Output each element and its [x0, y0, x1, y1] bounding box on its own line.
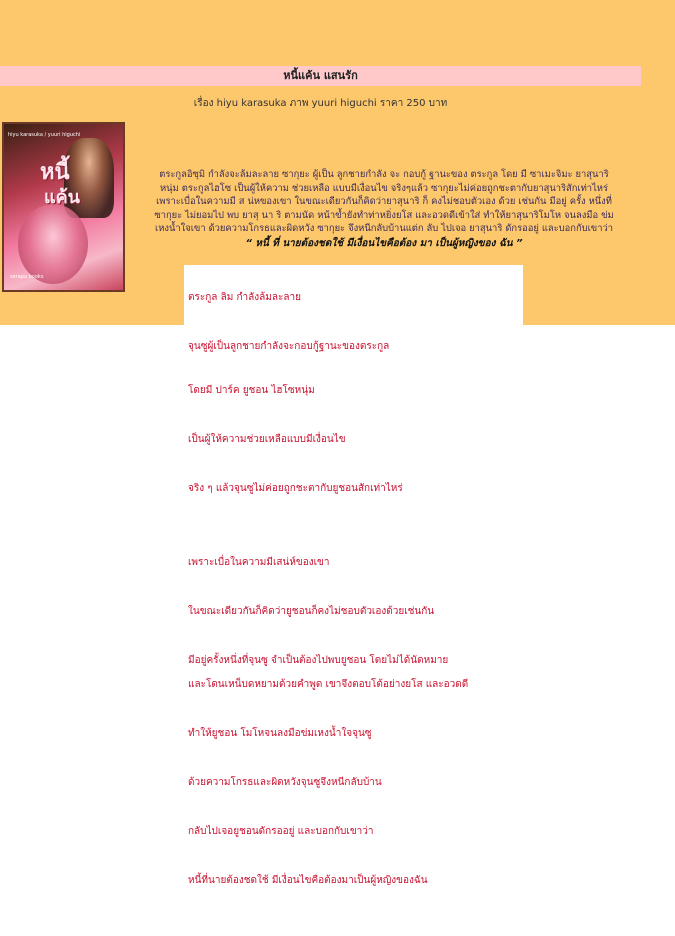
cover-figure-roses — [18, 204, 88, 284]
story-line: หนี้ที่นายต้องชดใช้ มีเงื่อนไขคือต้องมาเป็นผู้หญิงของฉัน — [188, 875, 428, 886]
story-line: ด้วยความโกรธและผิดหวังจุนซูจึงหนีกลับบ้าน — [188, 777, 382, 788]
story-line: มีอยู่ครั้งหนึ่งที่จุนซู จำเป็นต้องไปพบยูชอน โดยไม่ได้นัดหมาย — [188, 655, 449, 666]
synopsis-line: ตระกูลอิซุมิ กำลังจะล้มละลาย ซากุยะ ผู้เป็น ลูกชายกำลัง จะ กอบกู้ ฐานะของ ตระกูล โดย มี ซาเมะจิมะ ยาสุนาริ — [159, 169, 609, 180]
story-line: ทำให้ยูชอน โมโหจนลงมือข่มเหงน้ำใจจุนซู — [188, 728, 372, 739]
story-line: และโดนเหน็บดหยามด้วยคำพูด เขาจึงตอบโต้อย่างยโส และอวดดี — [188, 679, 469, 690]
story-line: ในขณะเดียวกันก็คิดว่ายูชอนก็คงไม่ชอบตัวเองด้วยเช่นกัน — [188, 606, 435, 617]
book-meta: เรื่อง hiyu karasuka ภาพ yuuri higuchi ราคา 250 บาท — [193, 98, 448, 109]
story-line: กลับไปเจอยูชอนดักรออยู่ และบอกกับเขาว่า — [188, 826, 374, 837]
synopsis-line: หนุ่ม ตระกูลไฮโซ เป็นผู้ให้ความ ช่วยเหลือ แบบมีเงื่อนไข จริงๆแล้ว ซากุยะไม่ค่อยถูกชะตากับยาสุนาริสักเท่าไหร่ — [159, 182, 609, 194]
synopsis — [126, 168, 642, 236]
story-line: โดยมี ปาร์ค ยูชอน ไฮโซหนุ่ม — [188, 385, 315, 396]
synopsis-quote: “ หนี้ ที่ นายต้องชดใช้ มีเงื่อนไขคือต้อง มา เป็นผู้หญิงของ ฉัน ” — [245, 238, 523, 249]
cover-title-2: แค้น — [44, 187, 80, 208]
synopsis-line: เพราะเบื่อในความมี ส น่หของเขา ในขณะเดียวกันก็คิดว่ายาสุนาริ ก็ คงไม่ชอบตัวเอง ด้วย เช่นกัน มีอยู่ ครั้ง หนึ่งที่ — [156, 196, 612, 208]
cover-title-1: หนี้ — [40, 160, 70, 185]
story-line: จริง ๆ แล้วจุนซูไม่ค่อยถูกชะตากับยูชอนสักเท่าไหร่ — [188, 483, 403, 494]
story-line: เป็นผู้ให้ความช่วยเหลือแบบมีเงื่อนไข — [188, 434, 346, 445]
book-cover-image — [2, 122, 125, 292]
synopsis-line: ซากุยะ ไม่ยอมไป พบ ยาสุ นา ริ ตามนัด หน้าข้ำยังทำท่าหยิ่งยโส และอวดดีเข้าใส่ ทำให้ยาสุนาริโมโห จนลงมือ ข่ม — [154, 209, 614, 221]
cover-label: hiyu karasuka / yuuri higuchi — [8, 132, 81, 138]
cover-publisher: serapa books — [10, 274, 44, 280]
story-line: ตระกูล ลิม กำลังล้มละลาย — [188, 292, 301, 303]
story-line: เพราะเบื่อในความมีเสน่ห์ของเขา — [188, 557, 330, 568]
page-title: หนี้แค้น แสนรัก — [0, 66, 641, 86]
story-line: จุนซูผู้เป็นลูกชายกำลังจะกอบกู้ฐานะของตระกูล — [188, 341, 390, 352]
synopsis-line: เหงน้ำใจเขา ด้วยความโกรธและผิดหวัง ซากุยะ จึงหนีกลับบ้านแต่ก ลับ ไปเจอ ยาสุนาริ ดักรออยู่ และบอกกับเขาว่า — [155, 223, 613, 235]
